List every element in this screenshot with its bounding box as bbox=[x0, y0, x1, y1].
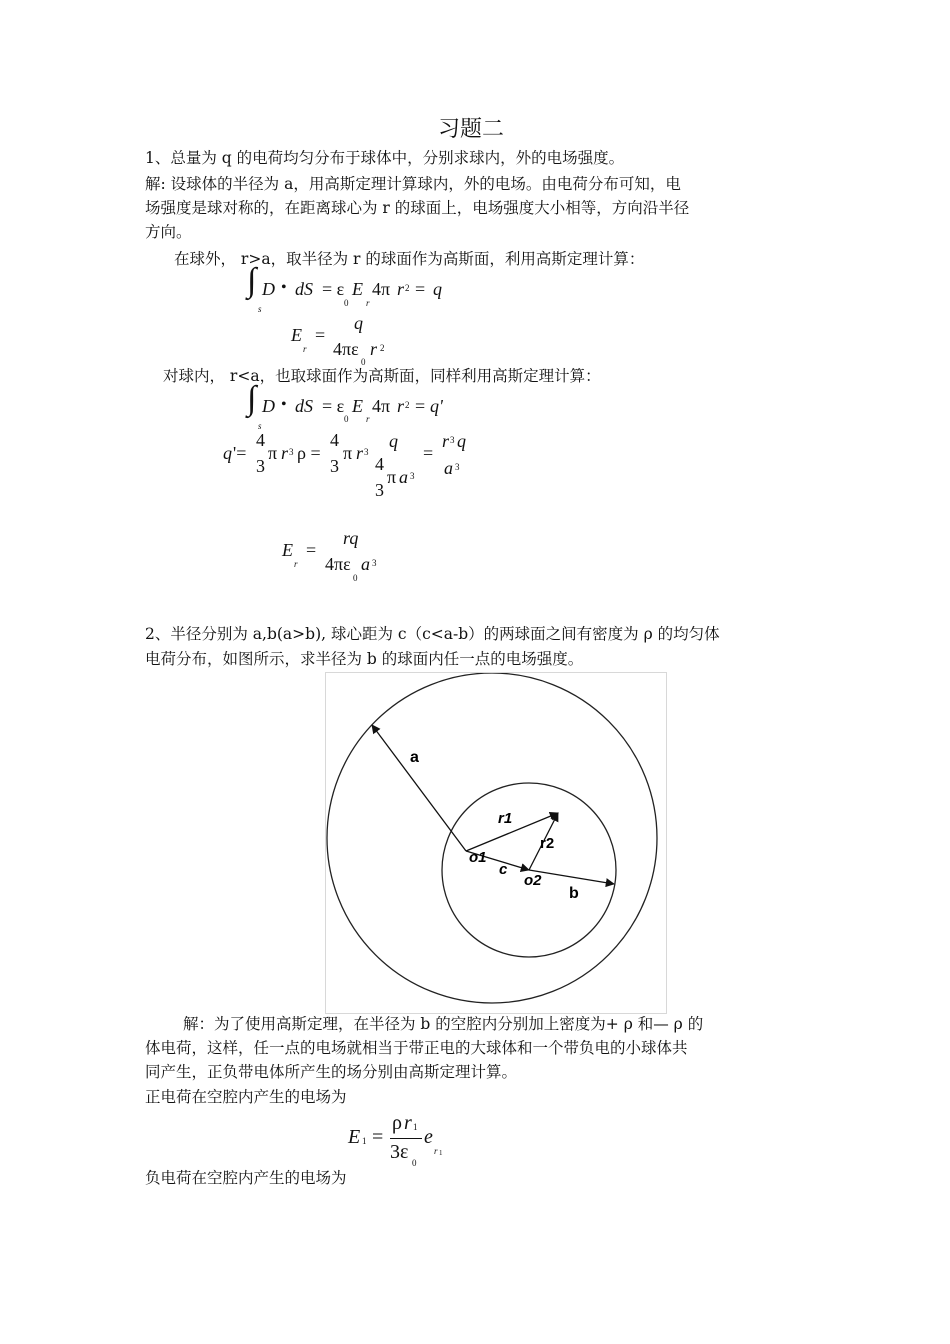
figure-svg bbox=[326, 673, 666, 1013]
label-o1: o1 bbox=[469, 849, 487, 866]
label-r2: r2 bbox=[540, 835, 555, 852]
page-title: 习题二 bbox=[438, 117, 505, 142]
problem-2-solution-line-1: 解：为了使用高斯定理，在半径为 b 的空腔内分别加上密度为+ ρ 和— ρ 的 bbox=[183, 1015, 704, 1033]
problem-1-statement: 1、总量为 q 的电荷均匀分布于球体中，分别求球内，外的电场强度。 bbox=[145, 149, 625, 167]
problem-2-solution-line-2: 体电荷，这样，任一点的电场就相当于带正电的大球体和一个带负电的小球体共 bbox=[145, 1039, 688, 1057]
negative-charge-text: 负电荷在空腔内产生的电场为 bbox=[145, 1169, 347, 1187]
two-sphere-figure bbox=[325, 672, 667, 1014]
problem-1-solution-line-2: 场强度是球对称的，在距离球心为 r 的球面上，电场强度大小相等，方向沿半径 bbox=[145, 199, 690, 217]
radius-b-arrow bbox=[529, 870, 614, 884]
label-b: b bbox=[569, 885, 579, 902]
label-a: a bbox=[410, 749, 419, 766]
label-r1: r1 bbox=[498, 810, 513, 827]
radius-a-arrow bbox=[372, 725, 466, 851]
problem-2-solution-line-3: 同产生，正负带电体所产生的场分别由高斯定理计算。 bbox=[145, 1063, 518, 1081]
outer-sphere bbox=[327, 673, 657, 1003]
label-o2: o2 bbox=[524, 872, 542, 889]
label-c: c bbox=[499, 861, 508, 878]
problem-1-solution-line-3: 方向。 bbox=[145, 223, 192, 241]
positive-charge-text: 正电荷在空腔内产生的电场为 bbox=[145, 1088, 347, 1106]
problem-1-outside-text: 在球外， r>a，取半径为 r 的球面作为高斯面，利用高斯定理计算： bbox=[174, 250, 645, 268]
problem-1-inside-text: 对球内， r<a，也取球面作为高斯面，同样利用高斯定理计算： bbox=[163, 367, 601, 385]
problem-2-statement-line-2: 电荷分布，如图所示，求半径为 b 的球面内任一点的电场强度。 bbox=[145, 650, 584, 668]
problem-2-statement-line-1: 2、半径分别为 a,b(a>b), 球心距为 c（c<a-b）的两球面之间有密度为 ρ 的均匀体 bbox=[145, 625, 720, 643]
problem-1-solution-line-1: 解: 设球体的半径为 a，用高斯定理计算球内，外的电场。由电荷分布可知，电 bbox=[145, 175, 681, 193]
